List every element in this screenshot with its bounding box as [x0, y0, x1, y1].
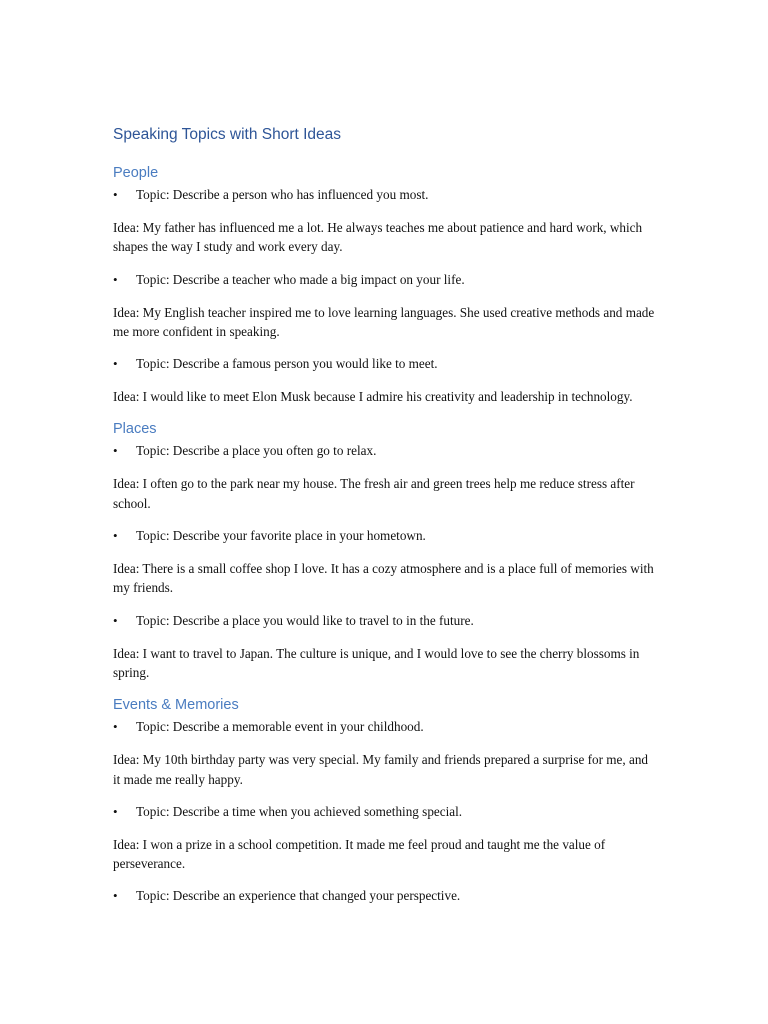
- bullet-icon: •: [113, 187, 118, 202]
- topic-text: Topic: Describe an experience that changed your perspective.: [136, 888, 461, 904]
- bullet-icon: •: [113, 719, 118, 735]
- idea-text: Idea: My English teacher inspired me to love learning languages. She used creative methods and made me more confident in speaking.: [113, 304, 655, 339]
- section-events-memories: [113, 695, 658, 905]
- bullet-icon: •: [113, 612, 118, 628]
- topic-text: Topic: Describe a memorable event in your childhood.: [136, 719, 424, 735]
- topic-item: [113, 526, 658, 545]
- topic-item: [113, 886, 658, 905]
- topic-text: Topic: Describe a famous person you would like to meet.: [136, 356, 438, 372]
- topic-text: Topic: Describe a place you would like to travel to in the future.: [136, 612, 474, 628]
- section-heading: Events & Memories: [113, 697, 239, 714]
- document-content: [113, 124, 658, 919]
- document-title: Speaking Topics with Short Ideas: [113, 126, 342, 143]
- bullet-icon: •: [113, 528, 118, 544]
- topic-text: Topic: Describe a teacher who made a big impact on your life.: [136, 271, 465, 287]
- bullet-icon: •: [113, 271, 118, 287]
- bullet-icon: •: [113, 443, 118, 459]
- idea-text: Idea: I want to travel to Japan. The culture is unique, and I would love to see the cherry blossoms in spring.: [113, 645, 640, 680]
- idea-text: Idea: There is a small coffee shop I love. It has a cozy atmosphere and is a place full of memories with my friends.: [113, 561, 654, 596]
- topic-item: [113, 611, 658, 630]
- topic-item: [113, 717, 658, 736]
- topic-item: [113, 802, 658, 821]
- bullet-icon: •: [113, 356, 118, 372]
- section-heading: Places: [113, 421, 157, 438]
- topic-text: Topic: Describe a person who has influenced you most.: [136, 187, 429, 202]
- idea-text: Idea: My father has influenced me a lot. He always teaches me about patience and hard work, which shapes the way I study and work every day.: [113, 220, 643, 255]
- topic-text: Topic: Describe a time when you achieved something special.: [136, 803, 463, 819]
- idea-text: Idea: My 10th birthday party was very special. My family and friends prepared a surprise for me, and it made me really happy.: [113, 752, 649, 787]
- section-people: [113, 163, 658, 406]
- bullet-icon: •: [113, 888, 118, 904]
- topic-item: [113, 185, 658, 204]
- idea-text: Idea: I often go to the park near my house. The fresh air and green trees help me reduce stress after school.: [113, 476, 635, 511]
- idea-text: Idea: I would like to meet Elon Musk because I admire his creativity and leadership in technology.: [113, 389, 633, 405]
- section-heading: People: [113, 165, 159, 181]
- topic-text: Topic: Describe a place you often go to relax.: [136, 443, 377, 459]
- bullet-icon: •: [113, 803, 118, 819]
- topic-item: [113, 441, 658, 460]
- topic-item: [113, 354, 658, 373]
- topic-item: [113, 270, 658, 289]
- section-places: [113, 419, 658, 682]
- topic-text: Topic: Describe your favorite place in your hometown.: [136, 528, 426, 544]
- idea-text: Idea: I won a prize in a school competition. It made me feel proud and taught me the value of perseverance.: [113, 836, 606, 872]
